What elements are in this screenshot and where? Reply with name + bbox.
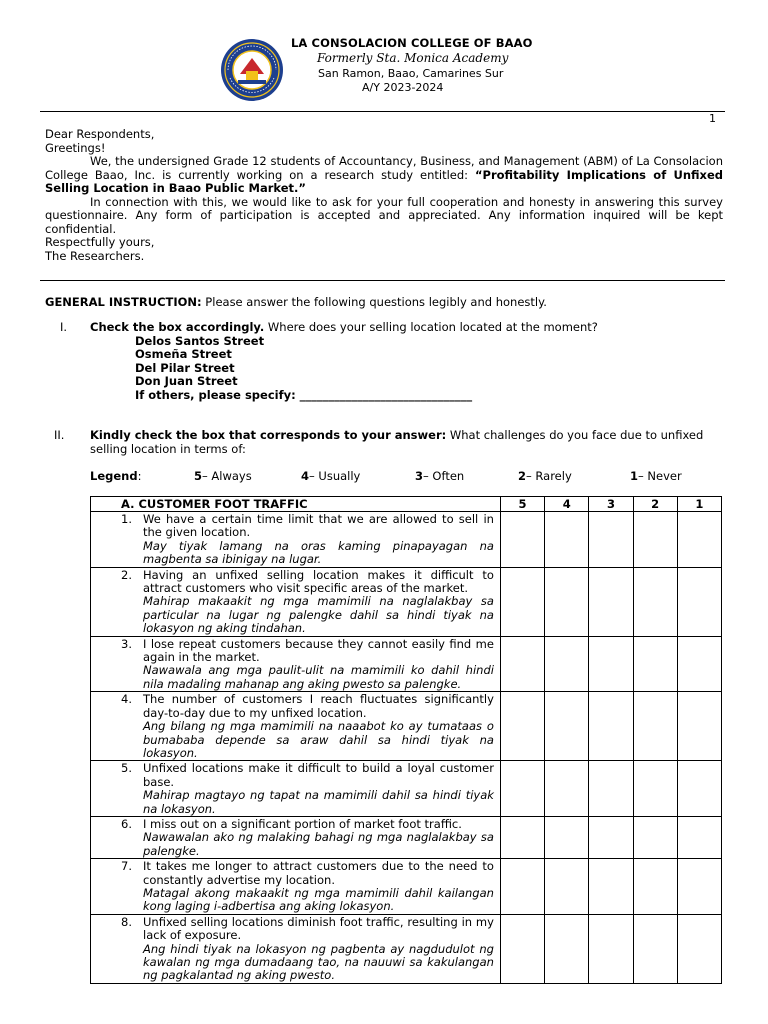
rating-checkbox-3[interactable] [589,692,633,761]
rating-checkbox-5[interactable] [500,636,544,692]
others-specify-field[interactable]: If others, please specify: ______________________________ [135,387,473,402]
question-cell [91,914,501,983]
column-header: 2 [633,497,677,512]
question-english: Unfixed locations make it difficult to build a loyal customer base. [143,761,494,789]
rating-checkbox-5[interactable] [500,816,544,858]
rating-checkbox-3[interactable] [589,636,633,692]
column-header: 3 [589,497,633,512]
rating-checkbox-1[interactable] [677,761,721,817]
column-header: 5 [500,497,544,512]
legend-label: Legend [90,469,138,483]
page-number: 1 [709,112,716,125]
rating-checkbox-1[interactable] [677,692,721,761]
section-question: Where does your selling location located at the moment? [264,320,598,334]
rating-checkbox-5[interactable] [500,567,544,636]
question-number: 1. [121,512,132,526]
college-address: San Ramon, Baao, Camarines Sur [318,67,504,80]
location-option[interactable]: Don Juan Street [135,374,238,389]
legend-item: 3 – Often [415,469,465,483]
question-cell [91,761,501,817]
section-location [60,321,740,403]
location-option[interactable]: Del Pilar Street [135,360,235,375]
category-header: A. CUSTOMER FOOT TRAFFIC [91,497,501,512]
letter-divider [40,280,725,281]
question-english: I miss out on a significant portion of market foot traffic. [143,816,462,831]
location-option[interactable]: Osmeña Street [135,347,232,362]
rating-checkbox-3[interactable] [589,914,633,983]
section-label: Kindly check the box that corresponds to your answer: [90,428,447,442]
college-name: LA CONSOLACION COLLEGE OF BAAO [291,36,533,50]
section-question: What challenges do you face due to unfixed selling location in terms of: [90,428,704,456]
letterhead [0,30,768,100]
table-row [91,914,722,983]
rating-checkbox-5[interactable] [500,761,544,817]
table-row [91,512,722,568]
section-numeral: I. [60,320,68,334]
cover-letter [45,128,723,263]
closing: Respectfully yours, [45,235,155,249]
question-english: Unfixed selling locations diminish foot traffic, resulting in my lack of exposure. [143,914,494,943]
rating-checkbox-3[interactable] [589,859,633,915]
greeting: Greetings! [45,140,106,155]
rating-checkbox-2[interactable] [633,567,677,636]
rating-checkbox-2[interactable] [633,761,677,817]
question-tagalog: Nawawala ang mga paulit-ulit na mamimili ko dahil hindi nila madaling mahanap ang aking pwesto sa palengke. [143,663,494,691]
question-cell [91,692,501,761]
table-header-row [91,497,722,512]
question-english: Having an unfixed selling location makes it difficult to attract customers who visit specific areas of the market. [143,567,494,596]
general-instruction-label: GENERAL INSTRUCTION: [45,295,202,309]
rating-checkbox-4[interactable] [545,692,589,761]
question-cell [91,567,501,636]
rating-checkbox-4[interactable] [545,567,589,636]
rating-table [90,496,722,984]
section-numeral: II. [54,428,65,442]
legend-item: 1 – Never [630,469,682,483]
table-row [91,567,722,636]
question-number: 2. [121,567,132,582]
rating-checkbox-2[interactable] [633,816,677,858]
research-title: “Profitability Implications of Unfixed Selling Location in Baao Public Market.” [45,167,723,195]
rating-checkbox-3[interactable] [589,567,633,636]
request-paragraph: In connection with this, we would like to ask for your full cooperation and honesty in answering this survey questionnaire. Any form of participation is accepted and appreciated. Any information inquired will be kept confidential. [45,194,723,236]
question-tagalog: Ang hindi tiyak na lokasyon ng pagbenta ay nagdudulot ng kawalan ng mga dumadaang tao, na nauuwi sa kakulangan ng pagkalantad ng aking pwesto. [143,941,494,983]
question-number: 8. [121,914,132,929]
column-header: 4 [545,497,589,512]
rating-checkbox-2[interactable] [633,859,677,915]
question-tagalog: Nawawalan ako ng malaking bahagi ng mga naglalakbay sa palengke. [143,830,494,858]
header-divider [40,111,725,112]
question-tagalog: May tiyak lamang na oras kaming pinapayagan na magbenta sa ibinigay na lugar. [143,538,494,567]
legend-colon: : [137,469,142,483]
table-row [91,636,722,692]
rating-checkbox-2[interactable] [633,914,677,983]
intro-paragraph [45,155,723,196]
rating-checkbox-2[interactable] [633,692,677,761]
question-number: 6. [121,816,132,831]
rating-checkbox-5[interactable] [500,914,544,983]
question-english: It takes me longer to attract customers due to the need to constantly advertise my location. [143,859,494,887]
academic-year: A/Y 2023-2024 [362,81,444,94]
table-row [91,692,722,761]
question-number: 7. [121,859,132,874]
rating-checkbox-4[interactable] [545,512,589,568]
question-tagalog: Matagal akong makaakit ng mga mamimili dahil kailangan kong laging i-adbertisa ang aking lokasyon. [143,885,494,914]
former-name: Formerly Sta. Monica Academy [317,51,509,65]
signature: The Researchers. [45,248,145,263]
rating-checkbox-1[interactable] [677,859,721,915]
location-options [135,335,740,403]
rating-checkbox-3[interactable] [589,761,633,817]
rating-checkbox-4[interactable] [545,636,589,692]
college-seal-logo [220,38,284,102]
question-cell [91,859,501,915]
rating-checkbox-3[interactable] [589,512,633,568]
salutation: Dear Respondents, [45,127,155,141]
question-english: The number of customers I reach fluctuates significantly day-to-day due to my unfixed location. [143,692,494,720]
question-tagalog: Mahirap makaakit ng mga mamimili na naglalakbay sa particular na lugar ng palengke dahil sa hindi tiyak na lokasyon ng aking tindahan. [143,594,494,636]
question-tagalog: Mahirap magtayo ng tapat na mamimili dahil sa hindi tiyak na lokasyon. [143,788,494,816]
table-row [91,859,722,915]
rating-checkbox-5[interactable] [500,512,544,568]
intro-text: We, the undersigned Grade 12 students of Accountancy, Business, and Management (ABM) of La Consolacion College Baao, Inc. is currently working on a research study entitled: [45,154,723,182]
question-number: 3. [121,636,132,651]
legend-item: 5 – Always [194,469,252,483]
column-header: 1 [677,497,721,512]
question-tagalog: Ang bilang ng mga mamimili na naaabot ko ay tumataas o bumababa depende sa araw dahil sa hindi tiyak na lokasyon. [143,719,494,760]
question-english: I lose repeat customers because they cannot easily find me again in the market. [143,636,494,665]
rating-checkbox-4[interactable] [545,914,589,983]
rating-checkbox-4[interactable] [545,816,589,858]
general-instruction [45,295,547,309]
rating-checkbox-4[interactable] [545,761,589,817]
section-label: Check the box accordingly. [90,320,265,334]
rating-checkbox-5[interactable] [500,692,544,761]
rating-checkbox-4[interactable] [545,859,589,915]
rating-checkbox-3[interactable] [589,816,633,858]
question-cell [91,636,501,692]
section-challenges [54,429,734,456]
question-cell [91,816,501,858]
legend-item: 2 – Rarely [518,469,572,483]
question-number: 5. [121,761,132,776]
question-english: We have a certain time limit that we are allowed to sell in the given location. [143,512,494,540]
question-cell [91,512,501,568]
rating-checkbox-1[interactable] [677,816,721,858]
rating-checkbox-2[interactable] [633,512,677,568]
question-number: 4. [121,692,132,707]
rating-checkbox-5[interactable] [500,859,544,915]
rating-checkbox-1[interactable] [677,512,721,568]
general-instruction-text: Please answer the following questions legibly and honestly. [201,295,547,309]
legend-item: 4 – Usually [301,469,361,483]
table-row [91,816,722,858]
rating-checkbox-1[interactable] [677,567,721,636]
rating-checkbox-2[interactable] [633,636,677,692]
rating-checkbox-1[interactable] [677,636,721,692]
table-row [91,761,722,817]
location-option[interactable]: Delos Santos Street [135,333,265,348]
rating-checkbox-1[interactable] [677,914,721,983]
